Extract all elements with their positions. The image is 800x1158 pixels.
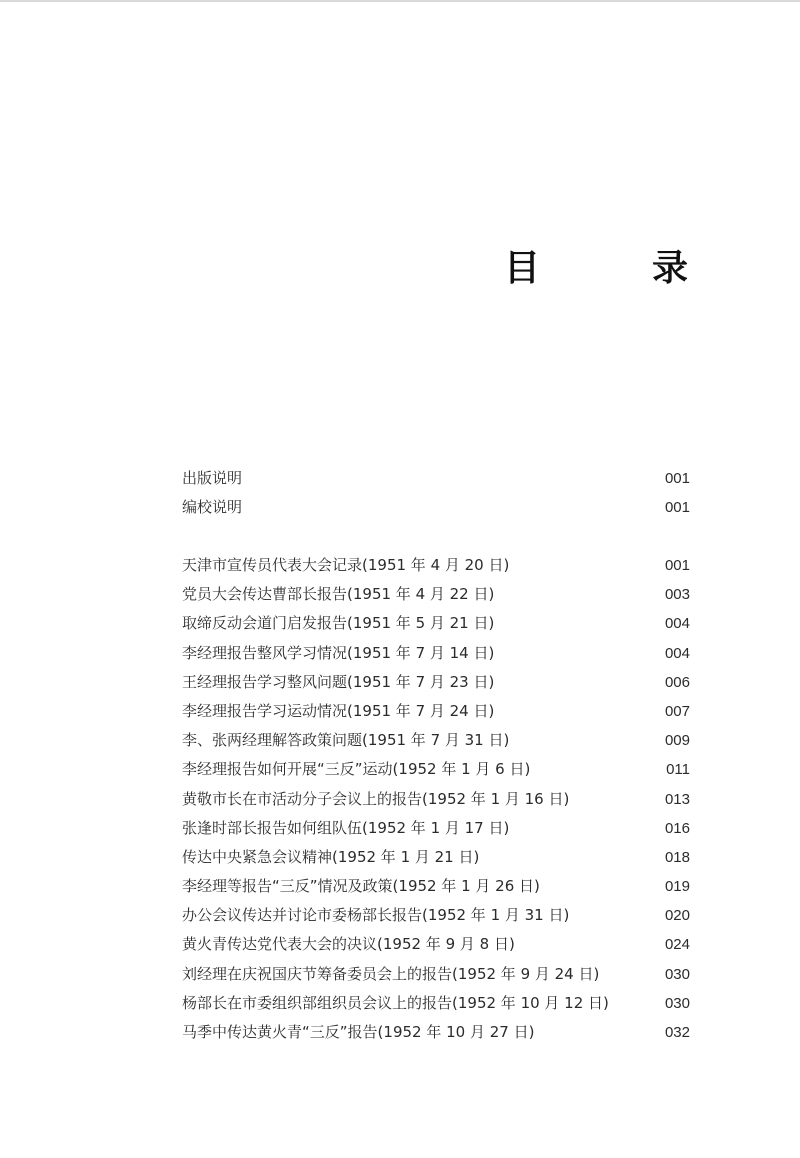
toc-entry[interactable] [182, 493, 690, 522]
top-border [0, 0, 800, 2]
toc-entry-title: 办公会议传达并讨论市委杨部长报告(1952 年 1 月 31 日) [182, 906, 570, 925]
toc-entry-page: 004 [664, 644, 690, 662]
toc-entry-title: 黄火青传达党代表大会的决议(1952 年 9 月 8 日) [182, 935, 515, 954]
toc-entry-page: 009 [664, 732, 690, 750]
toc-entry[interactable] [182, 843, 690, 872]
toc-entry-title: 杨部长在市委组织部组织员会议上的报告(1952 年 10 月 12 日) [182, 993, 609, 1012]
toc-entry[interactable] [182, 551, 690, 580]
toc-entries [182, 551, 690, 1047]
toc-entry[interactable] [182, 930, 690, 959]
toc-entry-page: 018 [664, 848, 690, 866]
toc-entry-title: 马季中传达黄火青“三反”报告(1952 年 10 月 27 日) [182, 1023, 535, 1041]
toc-entry[interactable] [182, 639, 690, 668]
toc-entry-page: 016 [664, 819, 690, 837]
toc-entry-title: 黄敬市长在市活动分子会议上的报告(1952 年 1 月 16 日) [182, 789, 570, 808]
toc-entry[interactable] [182, 668, 690, 697]
toc-entry[interactable] [182, 464, 690, 493]
toc-entry[interactable] [182, 697, 690, 726]
toc-entry[interactable] [182, 726, 690, 755]
toc-entry-title: 张逢时部长报告如何组队伍(1952 年 1 月 17 日) [182, 818, 510, 837]
toc-entry-title: 出版说明 [182, 469, 243, 487]
toc-entry[interactable] [182, 609, 690, 638]
toc-entry-page: 020 [664, 907, 690, 925]
toc-entry[interactable] [182, 580, 690, 609]
toc-front-matter [182, 464, 690, 522]
toc-entry-title: 天津市宣传员代表大会记录(1951 年 4 月 20 日) [182, 556, 510, 574]
toc-entry-page: 007 [664, 702, 690, 720]
toc-entry-title: 取缔反动会道门启发报告(1951 年 5 月 21 日) [182, 614, 495, 633]
toc-entry[interactable] [182, 989, 690, 1018]
toc-entry[interactable] [182, 755, 690, 784]
toc-entry-title: 党员大会传达曹部长报告(1951 年 4 月 22 日) [182, 585, 495, 604]
toc-entry-page: 011 [666, 761, 690, 779]
toc-entry[interactable] [182, 785, 690, 814]
toc-entry[interactable] [182, 901, 690, 930]
toc-entry-page: 004 [664, 615, 690, 633]
toc-entry-page: 006 [664, 673, 690, 691]
toc-entry-title: 传达中央紧急会议精神(1952 年 1 月 21 日) [182, 847, 480, 866]
page-title: 目 录 [503, 247, 726, 290]
toc-entry-title: 李经理报告整风学习情况(1951 年 7 月 14 日) [182, 643, 495, 662]
toc-entry-page: 013 [664, 790, 690, 808]
toc-entry-page: 030 [664, 994, 690, 1012]
toc-entry-title: 李、张两经理解答政策问题(1951 年 7 月 31 日) [182, 731, 510, 750]
toc-entry-title: 编校说明 [182, 498, 243, 517]
toc-entry-title: 王经理报告学习整风问题(1951 年 7 月 23 日) [182, 672, 495, 691]
toc-entry[interactable] [182, 1018, 690, 1047]
toc-entry-page: 024 [664, 936, 690, 954]
toc-entry-page: 001 [664, 470, 690, 487]
toc-entry[interactable] [182, 960, 690, 989]
toc-entry[interactable] [182, 814, 690, 843]
toc-entry-page: 001 [664, 557, 690, 574]
toc-entry-title: 李经理报告如何开展“三反”运动(1952 年 1 月 6 日) [182, 760, 531, 779]
toc-entry-page: 019 [664, 878, 690, 896]
toc-entry-page: 032 [664, 1024, 690, 1041]
toc-entry-title: 李经理等报告“三反”情况及政策(1952 年 1 月 26 日) [182, 877, 540, 896]
toc-entry-title: 李经理报告学习运动情况(1951 年 7 月 24 日) [182, 701, 495, 720]
toc-entry-page: 030 [664, 965, 690, 983]
toc-entry[interactable] [182, 872, 690, 901]
toc-entry-page: 001 [664, 499, 690, 517]
toc-entry-title: 刘经理在庆祝国庆节筹备委员会上的报告(1952 年 9 月 24 日) [182, 964, 600, 983]
toc-entry-page: 003 [664, 586, 690, 604]
